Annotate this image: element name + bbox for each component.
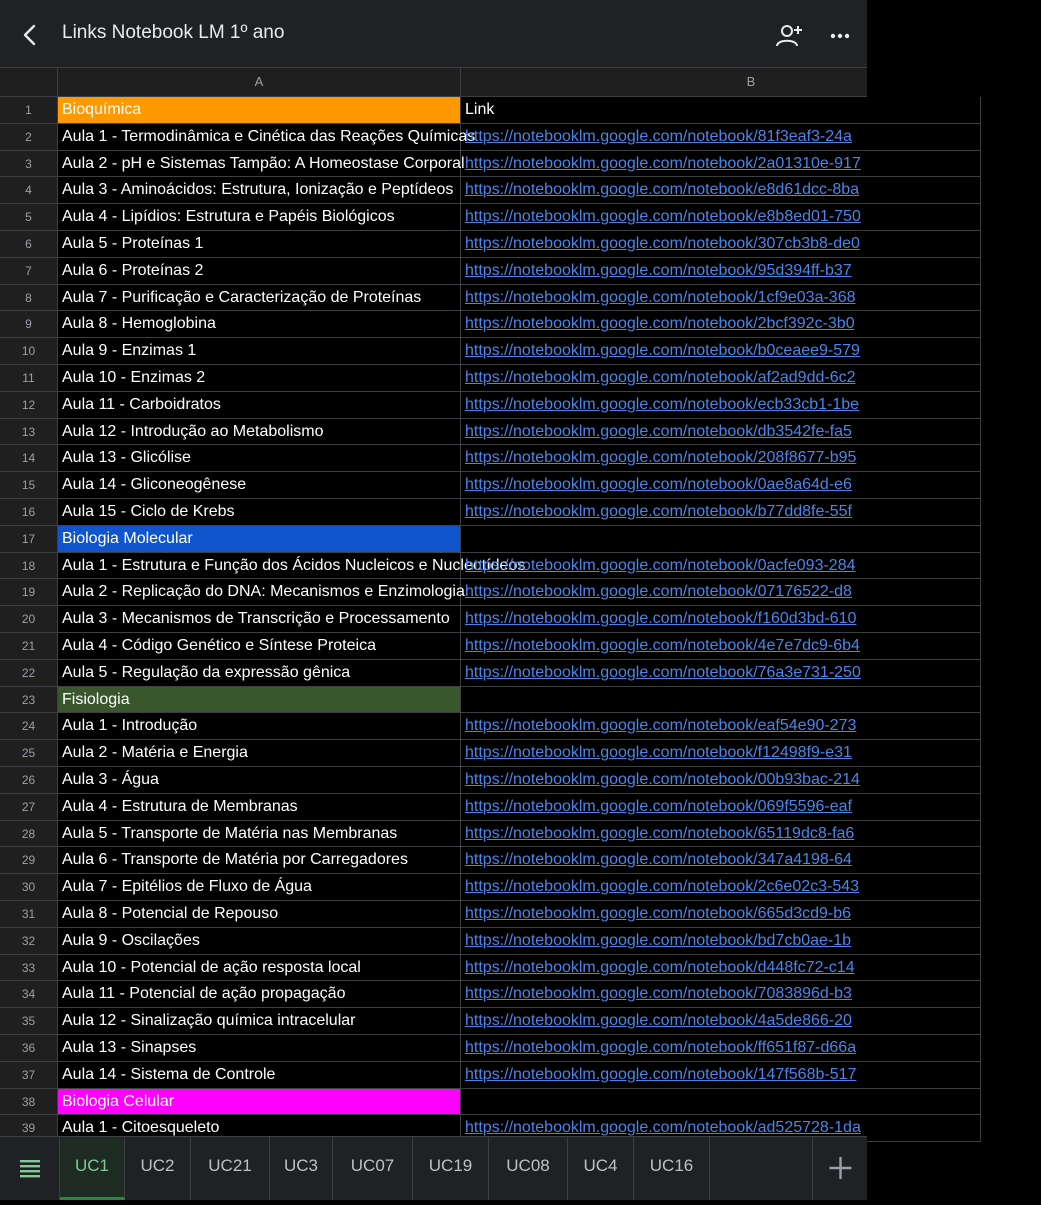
lesson-title-cell[interactable]: Aula 2 - Matéria e Energia	[58, 740, 461, 767]
table-row	[0, 124, 867, 151]
table-row	[0, 767, 867, 794]
notebook-link-cell[interactable]: https://notebooklm.google.com/notebook/307cb3b8-de0	[461, 231, 981, 258]
row-header[interactable]: 5	[0, 204, 58, 231]
lesson-title-cell[interactable]: Aula 1 - Termodinâmica e Cinética das Reações Químicas	[58, 124, 461, 151]
row-header[interactable]: 37	[0, 1062, 58, 1089]
add-person-icon	[774, 22, 804, 50]
table-row	[0, 97, 867, 124]
lesson-title-cell[interactable]: Aula 14 - Gliconeogênese	[58, 472, 461, 499]
row-header[interactable]: 8	[0, 285, 58, 312]
table-row	[0, 713, 867, 740]
notebook-link-cell[interactable]: https://notebooklm.google.com/notebook/0ae8a64d-e6	[461, 472, 981, 499]
notebook-link-cell[interactable]: https://notebooklm.google.com/notebook/00b93bac-214	[461, 767, 981, 794]
row-header[interactable]: 22	[0, 660, 58, 687]
lesson-title-cell[interactable]: Aula 11 - Carboidratos	[58, 392, 461, 419]
add-sheet-button[interactable]	[812, 1137, 867, 1200]
row-header[interactable]: 10	[0, 338, 58, 365]
link-header-cell[interactable]	[461, 1089, 981, 1116]
table-row	[0, 687, 867, 714]
notebook-link-cell[interactable]: https://notebooklm.google.com/notebook/147f568b-517	[461, 1062, 981, 1089]
lesson-title-cell[interactable]: Aula 7 - Purificação e Caracterização de Proteínas	[58, 285, 461, 312]
column-header-a[interactable]: A	[58, 68, 461, 96]
notebook-link-cell[interactable]: https://notebooklm.google.com/notebook/ad525728-1da	[461, 1115, 981, 1142]
notebook-link-cell[interactable]: https://notebooklm.google.com/notebook/347a4198-64	[461, 847, 981, 874]
lesson-title-cell[interactable]: Aula 4 - Código Genético e Síntese Proteica	[58, 633, 461, 660]
lesson-title-cell[interactable]: Aula 9 - Oscilações	[58, 928, 461, 955]
notebook-link-cell[interactable]: https://notebooklm.google.com/notebook/4a5de866-20	[461, 1008, 981, 1035]
table-row	[0, 928, 867, 955]
notebook-link-cell[interactable]: https://notebooklm.google.com/notebook/eaf54e90-273	[461, 713, 981, 740]
row-header[interactable]: 11	[0, 365, 58, 392]
table-row	[0, 579, 867, 606]
app-bar	[0, 0, 867, 68]
notebook-link-cell[interactable]: https://notebooklm.google.com/notebook/b0ceaee9-579	[461, 338, 981, 365]
lesson-title-cell[interactable]: Aula 5 - Transporte de Matéria nas Membranas	[58, 821, 461, 848]
link-header-cell[interactable]	[461, 526, 981, 553]
table-row	[0, 1008, 867, 1035]
table-row	[0, 874, 867, 901]
table-row	[0, 633, 867, 660]
row-header[interactable]: 14	[0, 445, 58, 472]
notebook-link-cell[interactable]: https://notebooklm.google.com/notebook/f12498f9-e31	[461, 740, 981, 767]
table-row	[0, 419, 867, 446]
notebook-link-cell[interactable]: https://notebooklm.google.com/notebook/81f3eaf3-24a	[461, 124, 981, 151]
table-row	[0, 338, 867, 365]
notebook-link-cell[interactable]: https://notebooklm.google.com/notebook/4e7e7dc9-6b4	[461, 633, 981, 660]
table-row	[0, 392, 867, 419]
row-header[interactable]: 32	[0, 928, 58, 955]
lesson-title-cell[interactable]: Aula 7 - Epitélios de Fluxo de Água	[58, 874, 461, 901]
sheet-tab[interactable]: UC16	[634, 1137, 710, 1200]
row-header[interactable]: 20	[0, 606, 58, 633]
back-arrow-icon	[14, 19, 46, 51]
share-button[interactable]	[774, 22, 804, 50]
lesson-title-cell[interactable]: Aula 1 - Estrutura e Função dos Ácidos Nucleicos e Nucleotídeos	[58, 553, 461, 580]
row-header[interactable]: 26	[0, 767, 58, 794]
notebook-link-cell[interactable]: https://notebooklm.google.com/notebook/af2ad9dd-6c2	[461, 365, 981, 392]
notebook-link-cell[interactable]: https://notebooklm.google.com/notebook/ecb33cb1-1be	[461, 392, 981, 419]
column-header-b[interactable]: B	[746, 74, 756, 89]
row-header[interactable]: 23	[0, 687, 58, 714]
table-row	[0, 472, 867, 499]
notebook-link-cell[interactable]: https://notebooklm.google.com/notebook/0acfe093-284	[461, 553, 981, 580]
lesson-title-cell[interactable]: Aula 8 - Potencial de Repouso	[58, 901, 461, 928]
lesson-title-cell[interactable]: Aula 3 - Mecanismos de Transcrição e Processamento	[58, 606, 461, 633]
notebook-link-cell[interactable]: https://notebooklm.google.com/notebook/ff651f87-d66a	[461, 1035, 981, 1062]
lesson-title-cell[interactable]: Aula 12 - Sinalização química intracelular	[58, 1008, 461, 1035]
lesson-title-cell[interactable]: Aula 5 - Regulação da expressão gênica	[58, 660, 461, 687]
row-header[interactable]: 21	[0, 633, 58, 660]
row-header[interactable]: 38	[0, 1089, 58, 1116]
table-row	[0, 231, 867, 258]
more-options-button[interactable]	[826, 22, 854, 50]
lesson-title-cell[interactable]: Aula 4 - Lipídios: Estrutura e Papéis Biológicos	[58, 204, 461, 231]
notebook-link-cell[interactable]: https://notebooklm.google.com/notebook/2a01310e-917	[461, 151, 981, 178]
row-header[interactable]: 24	[0, 713, 58, 740]
table-row	[0, 177, 867, 204]
select-all-corner[interactable]	[0, 68, 58, 96]
row-header[interactable]: 1	[0, 97, 58, 124]
section-header-cell[interactable]: Fisiologia	[58, 687, 461, 714]
spreadsheet-grid	[0, 97, 867, 1136]
lesson-title-cell[interactable]: Aula 4 - Estrutura de Membranas	[58, 794, 461, 821]
lesson-title-cell[interactable]: Aula 6 - Proteínas 2	[58, 258, 461, 285]
row-header[interactable]: 4	[0, 177, 58, 204]
notebook-link-cell[interactable]: https://notebooklm.google.com/notebook/2c6e02c3-543	[461, 874, 981, 901]
table-row	[0, 311, 867, 338]
table-row	[0, 660, 867, 687]
notebook-link-cell[interactable]: https://notebooklm.google.com/notebook/db3542fe-fa5	[461, 419, 981, 446]
document-title[interactable]: Links Notebook LM 1º ano	[62, 22, 285, 43]
sheet-tab[interactable]: UC08	[489, 1137, 568, 1200]
table-row	[0, 821, 867, 848]
notebook-link-cell[interactable]: https://notebooklm.google.com/notebook/95d394ff-b37	[461, 258, 981, 285]
lesson-title-cell[interactable]: Aula 9 - Enzimas 1	[58, 338, 461, 365]
sheet-list-icon	[0, 1137, 60, 1200]
column-header-row	[0, 68, 867, 97]
notebook-link-cell[interactable]: https://notebooklm.google.com/notebook/07176522-d8	[461, 579, 981, 606]
lesson-title-cell[interactable]: Aula 13 - Sinapses	[58, 1035, 461, 1062]
sheet-tab[interactable]: UC3	[270, 1137, 333, 1200]
link-header-cell[interactable]: Link	[461, 97, 981, 124]
row-header[interactable]: 12	[0, 392, 58, 419]
notebook-link-cell[interactable]: https://notebooklm.google.com/notebook/f160d3bd-610	[461, 606, 981, 633]
row-header[interactable]: 7	[0, 258, 58, 285]
table-row	[0, 151, 867, 178]
row-header[interactable]: 28	[0, 821, 58, 848]
table-row	[0, 1035, 867, 1062]
back-button[interactable]	[14, 19, 46, 51]
row-header[interactable]: 2	[0, 124, 58, 151]
notebook-link-cell[interactable]: https://notebooklm.google.com/notebook/069f5596-eaf	[461, 794, 981, 821]
row-header[interactable]: 33	[0, 955, 58, 982]
row-header[interactable]: 13	[0, 419, 58, 446]
row-header[interactable]: 19	[0, 579, 58, 606]
notebook-link-cell[interactable]: https://notebooklm.google.com/notebook/76a3e731-250	[461, 660, 981, 687]
row-header[interactable]: 9	[0, 311, 58, 338]
notebook-link-cell[interactable]: https://notebooklm.google.com/notebook/65119dc8-fa6	[461, 821, 981, 848]
all-sheets-button[interactable]	[0, 1137, 60, 1200]
table-row	[0, 445, 867, 472]
table-row	[0, 740, 867, 767]
sheet-tab-bar	[0, 1136, 867, 1200]
lesson-title-cell[interactable]: Aula 3 - Aminoácidos: Estrutura, Ionização e Peptídeos	[58, 177, 461, 204]
row-header[interactable]: 15	[0, 472, 58, 499]
section-header-cell[interactable]: Biologia Molecular	[58, 526, 461, 553]
sheet-tab[interactable]: UC19	[413, 1137, 489, 1200]
table-row	[0, 847, 867, 874]
table-row	[0, 794, 867, 821]
row-header[interactable]: 25	[0, 740, 58, 767]
table-row	[0, 285, 867, 312]
table-row	[0, 901, 867, 928]
table-row	[0, 955, 867, 982]
lesson-title-cell[interactable]: Aula 12 - Introdução ao Metabolismo	[58, 419, 461, 446]
sheet-tab[interactable]: UC07	[333, 1137, 413, 1200]
row-header[interactable]: 17	[0, 526, 58, 553]
more-vertical-icon	[826, 22, 854, 50]
row-header[interactable]: 6	[0, 231, 58, 258]
lesson-title-cell[interactable]: Aula 2 - Replicação do DNA: Mecanismos e Enzimologia	[58, 579, 461, 606]
lesson-title-cell[interactable]: Aula 13 - Glicólise	[58, 445, 461, 472]
lesson-title-cell[interactable]: Aula 10 - Potencial de ação resposta local	[58, 955, 461, 982]
notebook-link-cell[interactable]: https://notebooklm.google.com/notebook/e8d61dcc-8ba	[461, 177, 981, 204]
sheet-tab[interactable]: UC2	[125, 1137, 191, 1200]
lesson-title-cell[interactable]: Aula 14 - Sistema de Controle	[58, 1062, 461, 1089]
table-row	[0, 1062, 867, 1089]
plus-icon	[813, 1137, 868, 1200]
lesson-title-cell[interactable]: Aula 11 - Potencial de ação propagação	[58, 981, 461, 1008]
row-header[interactable]: 16	[0, 499, 58, 526]
table-row	[0, 258, 867, 285]
table-row	[0, 526, 867, 553]
lesson-title-cell[interactable]: Aula 15 - Ciclo de Krebs	[58, 499, 461, 526]
table-row	[0, 499, 867, 526]
notebook-link-cell[interactable]: https://notebooklm.google.com/notebook/2bcf392c-3b0	[461, 311, 981, 338]
lesson-title-cell[interactable]: Aula 2 - pH e Sistemas Tampão: A Homeostase Corporal	[58, 151, 461, 178]
table-row	[0, 204, 867, 231]
table-row	[0, 553, 867, 580]
row-header[interactable]: 30	[0, 874, 58, 901]
row-header[interactable]: 27	[0, 794, 58, 821]
notebook-link-cell[interactable]: https://notebooklm.google.com/notebook/7083896d-b3	[461, 981, 981, 1008]
table-row	[0, 1089, 867, 1116]
row-header[interactable]: 34	[0, 981, 58, 1008]
notebook-link-cell[interactable]: https://notebooklm.google.com/notebook/208f8677-b95	[461, 445, 981, 472]
notebook-link-cell[interactable]: https://notebooklm.google.com/notebook/e8b8ed01-750	[461, 204, 981, 231]
row-header[interactable]: 36	[0, 1035, 58, 1062]
row-header[interactable]: 39	[0, 1115, 58, 1142]
notebook-link-cell[interactable]: https://notebooklm.google.com/notebook/bd7cb0ae-1b	[461, 928, 981, 955]
table-row	[0, 606, 867, 633]
table-row	[0, 365, 867, 392]
lesson-title-cell[interactable]: Aula 1 - Introdução	[58, 713, 461, 740]
notebook-link-cell[interactable]: https://notebooklm.google.com/notebook/665d3cd9-b6	[461, 901, 981, 928]
sheet-tab[interactable]: UC4	[568, 1137, 634, 1200]
lesson-title-cell[interactable]: Aula 8 - Hemoglobina	[58, 311, 461, 338]
row-header[interactable]: 31	[0, 901, 58, 928]
lesson-title-cell[interactable]: Aula 10 - Enzimas 2	[58, 365, 461, 392]
notebook-link-cell[interactable]: https://notebooklm.google.com/notebook/d448fc72-c14	[461, 955, 981, 982]
row-header[interactable]: 35	[0, 1008, 58, 1035]
sheet-tab[interactable]: UC1	[60, 1137, 125, 1200]
lesson-title-cell[interactable]: Aula 5 - Proteínas 1	[58, 231, 461, 258]
row-header[interactable]: 3	[0, 151, 58, 178]
row-header[interactable]: 18	[0, 553, 58, 580]
lesson-title-cell[interactable]: Aula 3 - Água	[58, 767, 461, 794]
section-header-cell[interactable]: Biologia Celular	[58, 1089, 461, 1116]
link-header-cell[interactable]	[461, 687, 981, 714]
section-header-cell[interactable]: Bioquímica	[58, 97, 461, 124]
lesson-title-cell[interactable]: Aula 1 - Citoesqueleto	[58, 1115, 461, 1142]
notebook-link-cell[interactable]: https://notebooklm.google.com/notebook/b77dd8fe-55f	[461, 499, 981, 526]
table-row	[0, 981, 867, 1008]
row-header[interactable]: 29	[0, 847, 58, 874]
notebook-link-cell[interactable]: https://notebooklm.google.com/notebook/1cf9e03a-368	[461, 285, 981, 312]
lesson-title-cell[interactable]: Aula 6 - Transporte de Matéria por Carregadores	[58, 847, 461, 874]
sheet-tab[interactable]: UC21	[191, 1137, 270, 1200]
